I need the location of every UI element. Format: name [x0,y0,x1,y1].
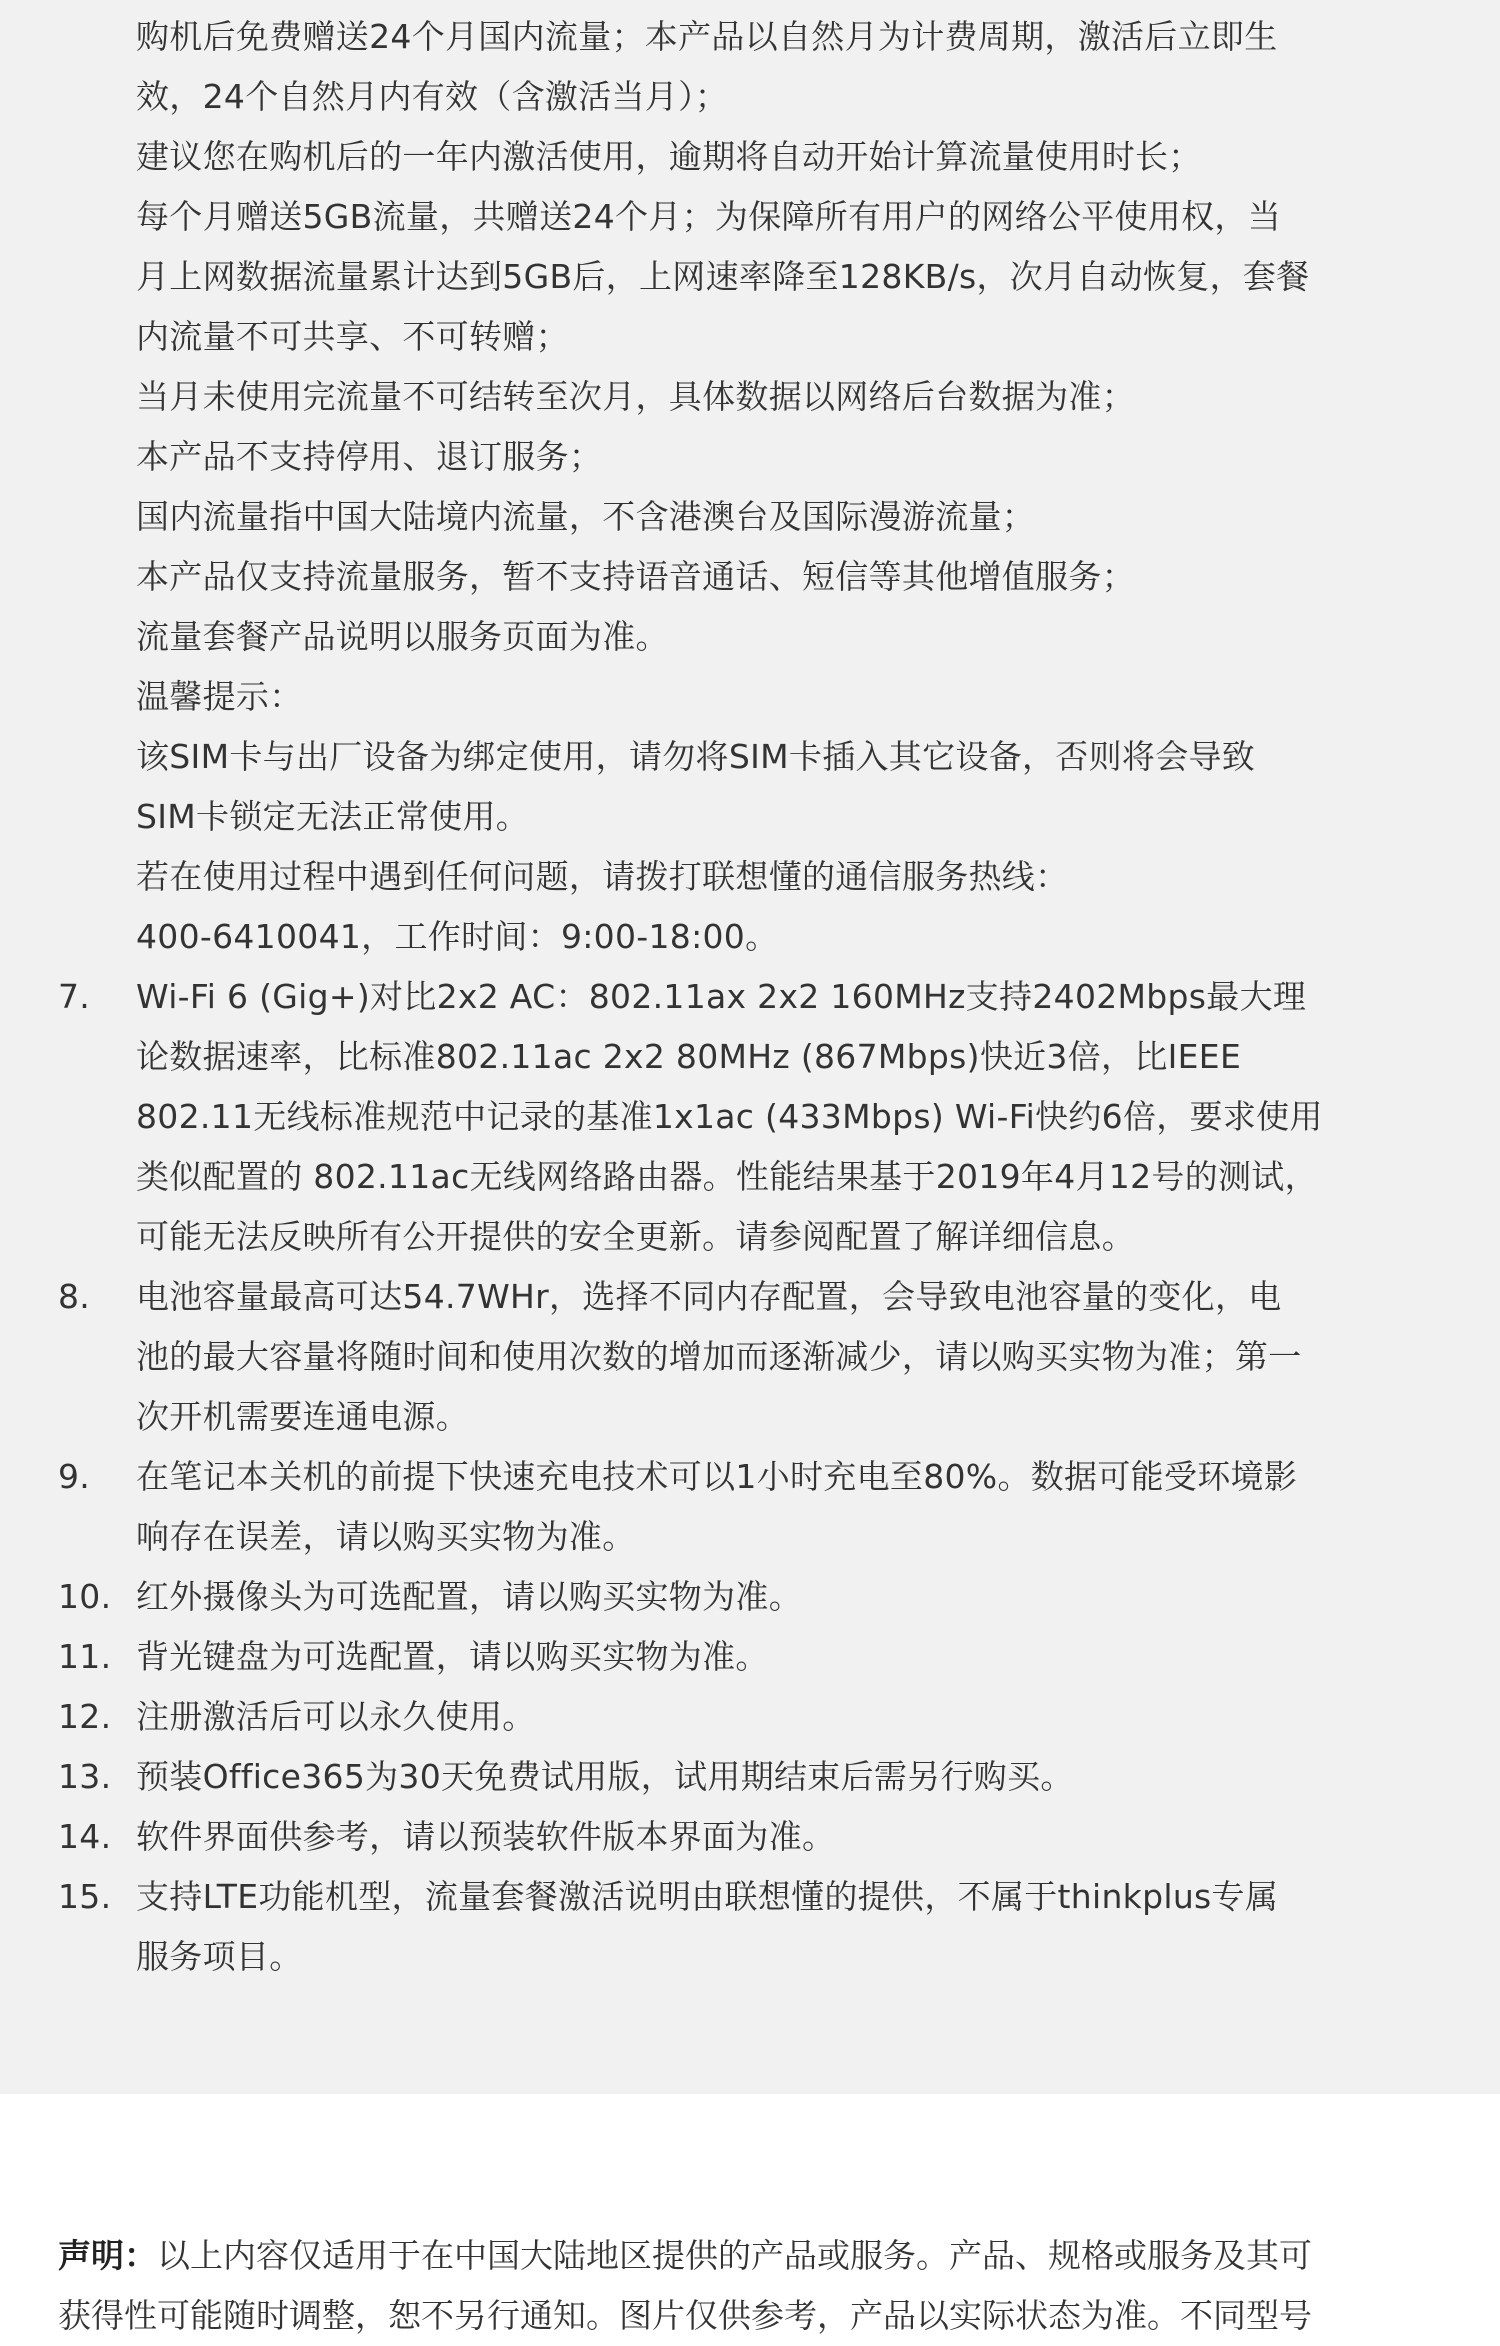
note-text: 400-6410041，工作时间：9:00-18:00。 [136,917,779,956]
declaration-text-1: 以上内容仅适用于在中国大陆地区提供的产品或服务。产品、规格或服务及其可 [157,2236,1312,2275]
note-text: 温馨提示： [136,677,303,716]
declaration-text-2: 获得性可能随时调整，恕不另行通知。图片仅供参考，产品以实际状态为准。不同型号 [58,2296,1312,2335]
note-text: 本产品不支持停用、退订服务； [136,437,603,476]
declaration-line-1 [58,2226,1458,2286]
list-item-line [0,1147,1500,1207]
note-text-line [0,427,1500,487]
list-item-text: 在笔记本关机的前提下快速充电技术可以1小时充电至80%。数据可能受环境影 [136,1457,1298,1496]
list-item-line [0,967,1500,1027]
note-text: 若在使用过程中遇到任何问题，请拨打联想懂的通信服务热线： [136,857,1069,896]
note-text: 购机后免费赠送24个月国内流量；本产品以自然月为计费周期，激活后立即生 [136,17,1278,56]
note-text: 流量套餐产品说明以服务页面为准。 [136,617,669,656]
note-text: 建议您在购机后的一年内激活使用，逾期将自动开始计算流量使用时长； [136,137,1202,176]
note-text-line [0,847,1500,907]
note-text-line [0,7,1500,67]
list-item-line [0,1327,1500,1387]
note-text-line [0,67,1500,127]
list-item-text: Wi-Fi 6 (Gig+)对比2x2 AC：802.11ax 2x2 160MHz支持2402Mbps最大理 [136,977,1307,1016]
list-item-text: 红外摄像头为可选配置，请以购买实物为准。 [136,1577,802,1616]
list-item-number: 10. [58,1577,112,1616]
note-text: 当月未使用完流量不可结转至次月，具体数据以网络后台数据为准； [136,377,1135,416]
note-text-line [0,187,1500,247]
list-item-number: 8. [58,1277,91,1316]
note-text-line [0,127,1500,187]
note-text-line [0,247,1500,307]
list-item-text: 支持LTE功能机型，流量套餐激活说明由联想懂的提供，不属于thinkplus专属 [136,1877,1279,1916]
list-item-line [0,1687,1500,1747]
list-item-number: 11. [58,1637,112,1676]
list-item-number: 7. [58,977,91,1016]
note-text: 该SIM卡与出厂设备为绑定使用，请勿将SIM卡插入其它设备，否则将会导致 [136,737,1256,776]
note-text: 国内流量指中国大陆境内流量，不含港澳台及国际漫游流量； [136,497,1036,536]
note-text-line [0,667,1500,727]
list-item-text: 服务项目。 [136,1937,303,1976]
note-text-line [0,487,1500,547]
note-text-line [0,727,1500,787]
list-item-line [0,1567,1500,1627]
list-item-line [0,1387,1500,1447]
list-item-text: 软件界面供参考，请以预装软件版本界面为准。 [136,1817,836,1856]
note-text: 效，24个自然月内有效（含激活当月）； [136,77,729,116]
list-item-line [0,1747,1500,1807]
note-text: SIM卡锁定无法正常使用。 [136,797,530,836]
declaration-label: 声明： [58,2236,157,2275]
list-item-line [0,1867,1500,1927]
list-item-line [0,1627,1500,1687]
note-text-line [0,307,1500,367]
list-item-number: 9. [58,1457,91,1496]
list-item-line [0,1087,1500,1147]
list-item-text: 池的最大容量将随时间和使用次数的增加而逐渐减少，请以购买实物为准；第一 [136,1337,1302,1376]
list-item-text: 论数据速率，比标准802.11ac 2x2 80MHz (867Mbps)快近3倍，比IEEE [136,1037,1242,1076]
list-item-number: 12. [58,1697,112,1736]
list-item-text: 次开机需要连通电源。 [136,1397,469,1436]
note-text: 内流量不可共享、不可转赠； [136,317,569,356]
note-text-line [0,787,1500,847]
list-item-text: 预装Office365为30天免费试用版，试用期结束后需另行购买。 [136,1757,1074,1796]
note-text-line [0,547,1500,607]
note-text: 本产品仅支持流量服务，暂不支持语音通话、短信等其他增值服务； [136,557,1135,596]
list-item-text: 可能无法反映所有公开提供的安全更新。请参阅配置了解详细信息。 [136,1217,1135,1256]
list-item-line [0,1267,1500,1327]
list-item-text: 电池容量最高可达54.7WHr，选择不同内存配置，会导致电池容量的变化，电 [136,1277,1282,1316]
list-item-line [0,1447,1500,1507]
list-item-text: 类似配置的 802.11ac无线网络路由器。性能结果基于2019年4月12号的测试， [136,1157,1318,1196]
note-text: 每个月赠送5GB流量，共赠送24个月；为保障所有用户的网络公平使用权，当 [136,197,1281,236]
list-item-number: 14. [58,1817,112,1856]
list-item-text: 响存在误差，请以购买实物为准。 [136,1517,636,1556]
list-item-line [0,1207,1500,1267]
list-item-text: 背光键盘为可选配置，请以购买实物为准。 [136,1637,769,1676]
list-item-line [0,1027,1500,1087]
note-text-line [0,907,1500,967]
declaration-line-2 [58,2286,1458,2346]
list-item-line [0,1927,1500,1987]
note-text: 月上网数据流量累计达到5GB后，上网速率降至128KB/s，次月自动恢复，套餐 [136,257,1310,296]
list-item-line [0,1807,1500,1867]
note-text-line [0,367,1500,427]
list-item-line [0,1507,1500,1567]
list-item-number: 13. [58,1757,112,1796]
list-item-text: 注册激活后可以永久使用。 [136,1697,536,1736]
list-item-text: 802.11无线标准规范中记录的基准1x1ac (433Mbps) Wi-Fi快约6倍，要求使用 [136,1097,1323,1136]
list-item-number: 15. [58,1877,112,1916]
note-text-line [0,607,1500,667]
